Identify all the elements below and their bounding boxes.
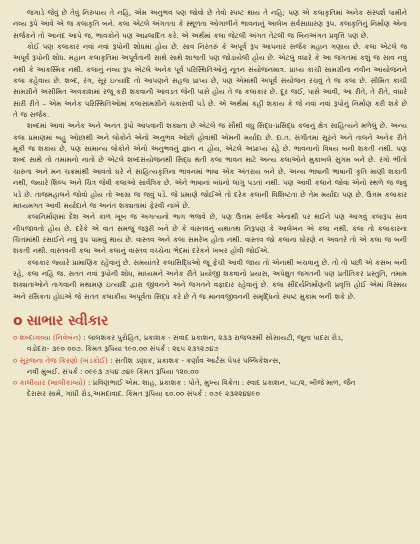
paragraph-3: શબ્દમાં આવાં અનેક અને અનંત રૂપો આપવાની શક્યતા છે એટલે જ સૌથી વધુ સિદ્ધ-પ્રસિદ્ધ કલાનું ક્ષેત્ર સાહિત્યને મળેલું છે. અન્ય કલા પ્રમાણમાં બહુ ઓછાથી અને લોકોને એનો અનુભવ ઓછો હોવાથી એમની મર્યાદા છે. દા.ત. સંગીતમાં સૂરને અને તાલને અનેક રીતે મૂકી જ શકાય છે, પણ સામાન્ય લોકોને એનો અનુભવનું જ્ઞાન ન હોય, એટલે અપ્રાપ્ય રહે છે. ભાવનાનો વિષય બની શકતી નથી. પણ શબ્દ સાથે તો તમામનો નાતો છે એટલે શબ્દસંયોજનથી સિદ્ધ થતી કલા ભાવન માટે અન્ય કલાઓને મુકાબલે સુગમ બને છે. રંગો ભીંતો ચારુતા અને મન ચક્રમાંથી આવતો ઘરે ને સાહિત્યકૃતિના ભાવનમાં ભાષા એક અંતરાય બને છે. અન્ય ભાષાની ભાષાની કૃતિ માણી શકાતી નથી, જ્યારે શિલ્પ અને ચિત્ર જેવી કલાઓ સાર્વત્રિક છે. એને ભાષાનાં બંધનો લાગુ પડતાં નથી. પણ આવી કલાને જોવા એનો સ્થળે જ જવું પડે છે. તાજમહાલને જોવો હોય તો આગ્રા જ જવું પડે. જે પ્રમાણે જોઈએ તો દરેક કલાની વિશિષ્ટતા છે તેમ મર્યાદા પણ છે. ઉત્તમ કલાકાર માધ્યમગત આવી મર્યાદાને જ અનંત શક્યતામાં ફેરવી નાખે છે. bbox=[13, 122, 407, 210]
item-details-continued: દેરાસર સામે, ગાંધી રોડ,અમદાવાદ. કિંમત રૂપિયા ૬૦.૦૦ સંપર્ક : ૦૭૯ ૨૩૨૨૪૪૯૦ bbox=[27, 389, 261, 399]
paragraph-4: કલાનિર્માણમાં દેશ અને કાળ ખૂબ જ અગત્યનો ભાગ ભજવે છે, પણ ઉત્તમ સર્જક એનાથી પર થઈને પણ આગવું કલારૂપ સાવ નીપજાવતો હોય છે. દરેકે એ વાત સમજું જરૂરી બને છે કે વાસ્તવનું યથાતથ નિરૂપણ કે આલેખન એ કલા નથી. કલા તો કલાકારના ચિત્તમાંથી રસાઈને નવું રૂપ પામવું થાય છે. વાસ્તવ અને કલા સમરેખ હોતા નથી. વાસ્તવ જો કલાના ઘોરણે ન અવતરે તો એ કલા જ બની શકતી નથી. વાસ્તવની કલા અને કલાનું વાસ્તવ વચ્ચેના ભેદમાં દરેકને ખબર હોવી જોઈએ. bbox=[13, 213, 407, 256]
acknowledgements-list bbox=[13, 332, 407, 400]
item-details-continued: વડોદરા- ૩૯૦ ૦૦૭. કિંમત રૂપિયા ૧૯૦.૦૦ સંપર્ક : ૨૬૫ ૨૩૧૨૭૪૭ bbox=[27, 344, 219, 354]
article-body bbox=[13, 8, 407, 303]
item-marker: ૦ bbox=[13, 355, 18, 365]
acknowledgement-item-2 bbox=[13, 355, 407, 378]
paragraph-5: કલાકાર જ્યારે પ્રામાણિક રહેવાનું છે. સમયાંતરે કલાસિદ્ધિઓ જૂ ફેંચી આવી જાય તો એનાથી બચવાનું છે. તો તો પછી એ કસબ બની રહે, કલા નહિ જ. સતત નવાં રૂપોની શોધ, માધ્યમને અનેક રીતે પ્રયોજી શકવાનો પ્રયાસ, અપેક્ષુત જગતની પણ પ્રતીતિકર પ્રસ્તુતિ, તમામ શક્યતાઓને તાગવાની મથામણ ઇત્યાદિ દ્વારા જીવનને અને જગતને વફાદાર રહેવાનું છે. કલા સૌંદર્યનિર્માણની પ્રવૃત્તિ હોઈ એમાં વિસ્મય અને રસિકતા હોઇએ જે સતત કલાકીય અપૂર્વતા સિદ્ધ કરે છે તે જ માનવજીવનની સમૃદ્ધિનો સ્પષ્ટ મુકામ બની શકે છે. bbox=[13, 258, 407, 301]
acknowledgements-section bbox=[13, 313, 407, 400]
item-details-continued: નવી મુંબઈ. સંપર્ક : ૦૯૯૩ ૭૫૪ ૭૪૯ કિંમત રૂપિયા ૧૨૦.૦૦ bbox=[27, 366, 199, 376]
paragraph-1: જગાડે જેવું છે તેવું નિરુપાય તે નહિ, એમ અનુભવ પણ જોવો છે તેવો સ્પષ્ટ થાય તે નહિ; પણ એ કલાકૃતિમાં અનેક સંસ્પર્શ પામીને નવ્ય રૂપે આવે એ જ કલાકૃતિ બને. કલા એટલે અંગતતા કે સ્થૂળતા ઓગાળીને ભાવનાનું આલેખ સર્વસાધારણ રૂપ. કલાકૃતિનું નિર્માણ એના સર્જકને તો આનંદ આપે જ, ભાવકોને પણ આહ્લાદિત કરે. એ અર્થમાં કલા જેટલી અંગત તેટલી જ બિનઅંગત પ્રવૃત્તિ પણ છે. bbox=[13, 9, 407, 40]
item-details: : પ્રવિણભાઈ એમ. શાહ, પ્રકાશક : પોતે, મુખ્ય વિક્રેતા : સ્વાદ પ્રકાશન, ૫૮/૨, બીજે માળ, જૈન bbox=[87, 378, 356, 388]
paragraph-2: કોઈ પણ કલાકાર નવાં નવાં રૂપોની શોધમાં હોય છે. સાવ નિરંતરું કે અપૂર્વ રૂપ આપનાર સર્જક મહાન ગણાય છે. કલા એટલે જ અપૂર્વ રૂપોની શોધ. મહાન કલાકૃતિમાં અપૂર્વતાની સાથે સાથે શાશ્વતી પણ જોડાયેલી હોય છે. એટલું વધારે કે આ જગતમાં કશું જ સાવ નવું નથી કે આકસ્મિક નથી. કલાનું નવ્ય રૂપ એટલે અનેક પૂર્વ પરિસ્થિતિઓનું નૂતન સંયોજનમાત્ર. પ્રાપ્ય કાચી સામગ્રીના નવીન આયોજનને કલા કહેવાય છે. શબ્દ, રંગ, સૂર ઇત્યાદિ તો આપણને સહજ પ્રાપ્ય છે, પણ એમાંથી અપૂર્વ સંયોજન રચવું તે જ કલા છે. સીમિત કાચી સામગ્રીને અસીમિત અવકાશમાં રજૂ કરી શકવાની આવડત જેની પાસે હોય તે જ કલાકાર છે. દૂર જઈ, પાસે આવી, આ રીતે, તે રીતે, વધારે સારી રીતે – એમ અનેક પરિસ્થિતિઓમાં કલાસામગ્રીને ચકાસવી પડે છે. એ અર્થમાં કહી શકાય કે જે નવાં નવાં રૂપોનું નિર્માણ કરી શકે છે તે જ સર્જક. bbox=[13, 43, 407, 120]
acknowledgement-item-1 bbox=[13, 332, 407, 355]
acknowledgement-item-3 bbox=[13, 377, 407, 400]
book-title: સૂરજના તેજ કિરણો (ખંડકોઈ) bbox=[19, 355, 108, 365]
acknowledgements-title: સાભાર સ્વીકાર bbox=[26, 312, 109, 329]
item-marker: ૦ bbox=[13, 332, 18, 342]
circle-bullet-icon: o bbox=[13, 312, 23, 329]
item-details: : સતીશ ડણાક, પ્રકાશક - કર્ણાવ આર્ટસ પેપર પબ્લિકેશન્સ, bbox=[110, 355, 281, 365]
item-details: : લાલશંકર પુરોહિત, પ્રકાશક - સંવાદ પ્રકાશન, ૨૩૩ રાજલક્ષ્મી સોસાયટી, જૂના પાદરા રોડ, bbox=[83, 332, 344, 342]
book-title: શબ્દધ્વવ્યા (નિવેબંન) bbox=[19, 332, 82, 342]
item-marker: ૦ bbox=[13, 378, 18, 388]
book-title: કાલીયાર (ખાલીકાવ્યો) bbox=[19, 378, 86, 388]
acknowledgements-heading bbox=[13, 313, 407, 330]
